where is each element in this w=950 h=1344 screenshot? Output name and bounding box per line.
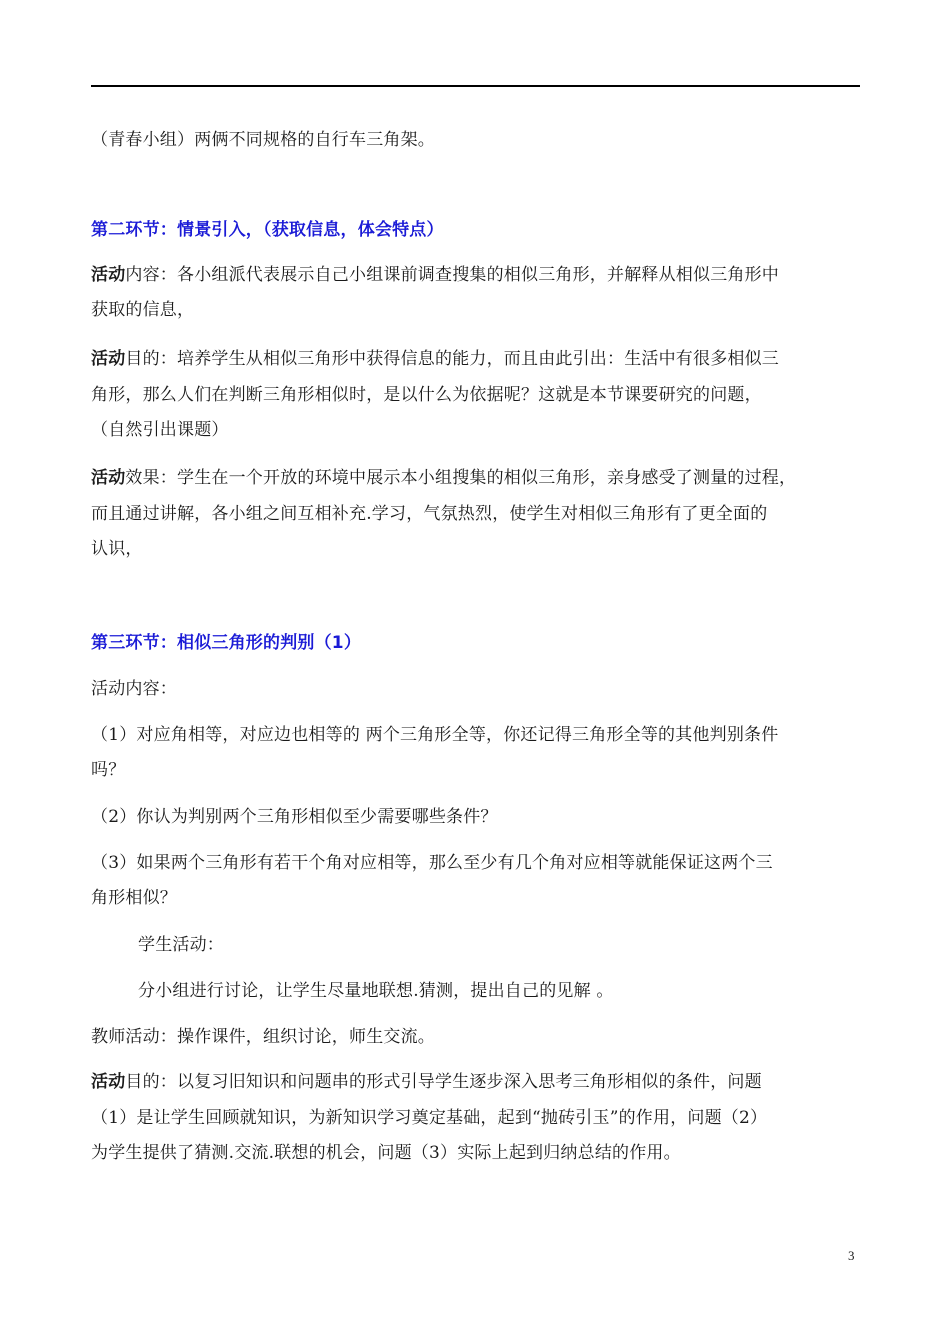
question-3-cont: 角形相似？ — [91, 888, 177, 908]
teacher-activity: 教师活动：操作课件，组织讨论，师生交流。 — [91, 1027, 435, 1047]
activity-purpose-line — [91, 1071, 762, 1093]
paragraph-line: （自然引出课题） — [91, 420, 229, 440]
activity-lead: 活动 — [91, 468, 126, 488]
paragraph-line: 而且通过讲解，各小组之间互相补充.学习，气氛热烈，使学生对相似三角形有了更全面的 — [91, 504, 768, 524]
paragraph-line: 为学生提供了猜测.交流.联想的机会，问题（3）实际上起到归纳总结的作用。 — [91, 1143, 681, 1163]
section-heading-2: 第二环节：情景引入，（获取信息，体会特点） — [91, 220, 444, 240]
question-1: （1）对应角相等，对应边也相等的 两个三角形全等，你还记得三角形全等的其他判别条件 — [91, 725, 779, 745]
section-heading-3: 第三环节：相似三角形的判别（1） — [91, 633, 362, 653]
paragraph-line: 获取的信息， — [91, 300, 195, 320]
activity-lead: 活动 — [91, 265, 126, 285]
activity-text: 效果：学生在一个开放的环境中展示本小组搜集的相似三角形，亲身感受了测量的过程， — [125, 468, 797, 488]
activity-lead: 活动 — [91, 1072, 126, 1092]
activity-purpose-line — [91, 348, 779, 370]
activity-content-label: 活动内容： — [91, 679, 177, 699]
header-rule — [91, 85, 860, 87]
page-number: 3 — [848, 1248, 855, 1263]
activity-text: 目的：培养学生从相似三角形中获得信息的能力，而且由此引出：生活中有很多相似三 — [125, 349, 780, 369]
activity-text: 目的：以复习旧知识和问题串的形式引导学生逐步深入思考三角形相似的条件，问题 — [125, 1072, 762, 1092]
student-activity-body: 分小组进行讨论，让学生尽量地联想.猜测，提出自己的见解 。 — [138, 981, 614, 1001]
paragraph-line: 角形，那么人们在判断三角形相似时，是以什么为依据呢？这就是本节课要研究的问题， — [91, 385, 762, 405]
activity-effect-line — [91, 467, 796, 489]
question-3: （3）如果两个三角形有若干个角对应相等，那么至少有几个角对应相等就能保证这两个三 — [91, 853, 773, 873]
activity-text: 内容：各小组派代表展示自己小组课前调查搜集的相似三角形，并解释从相似三角形中 — [125, 265, 780, 285]
student-activity-title: 学生活动： — [138, 935, 224, 955]
paragraph-line: （青春小组）两俩不同规格的自行车三角架。 — [91, 130, 435, 150]
activity-content-line — [91, 264, 779, 286]
activity-lead: 活动 — [91, 349, 126, 369]
question-2: （2）你认为判别两个三角形相似至少需要哪些条件？ — [91, 807, 498, 827]
question-1-cont: 吗？ — [91, 760, 126, 780]
paragraph-line: 认识， — [91, 539, 143, 559]
paragraph-line: （1）是让学生回顾就知识，为新知识学习奠定基础，起到“抛砖引玉”的作用，问题（2） — [91, 1108, 768, 1128]
